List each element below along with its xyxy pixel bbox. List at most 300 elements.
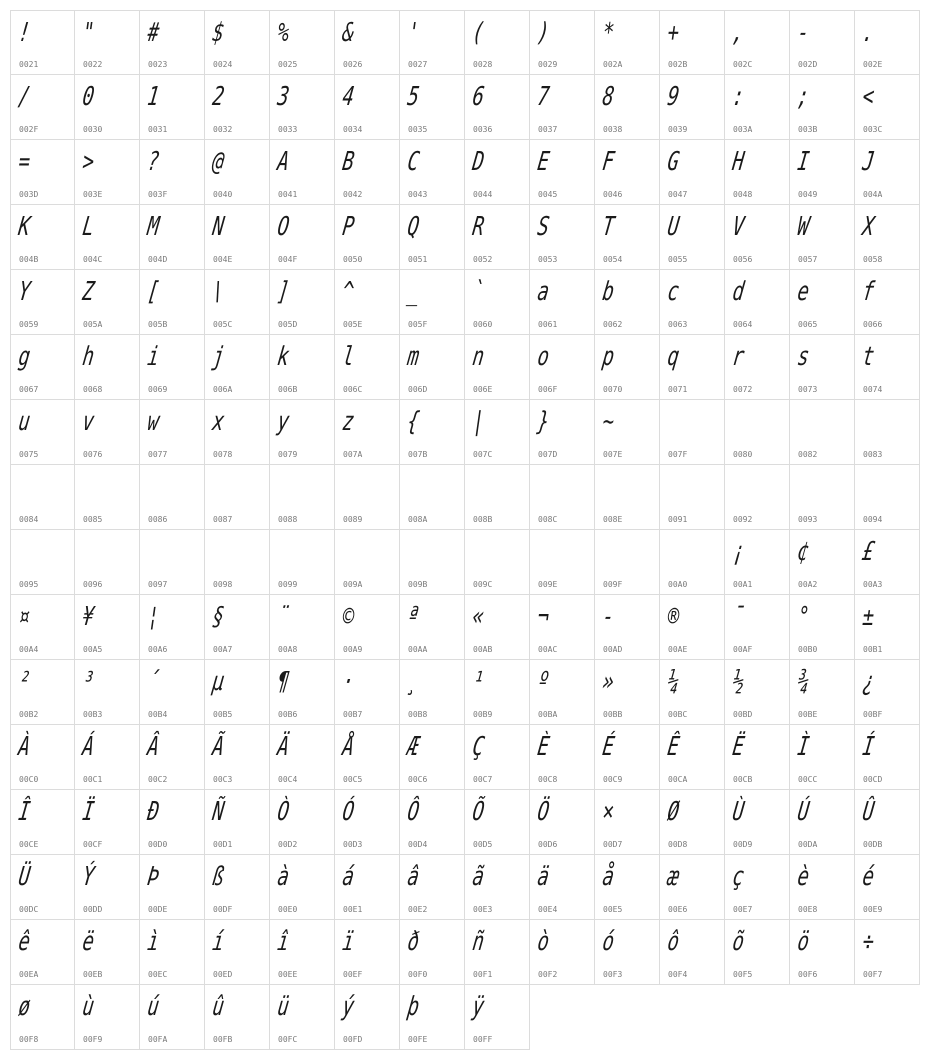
glyph-cell: [205, 205, 270, 270]
glyph-codepoint-label: 00E3: [473, 905, 493, 914]
glyph-character: Ò: [275, 797, 292, 827]
glyph-cell: [140, 660, 205, 725]
glyph-codepoint-label: 0054: [603, 255, 623, 264]
glyph-character: x: [210, 407, 227, 437]
glyph-character: P: [340, 212, 357, 242]
glyph-character: N: [210, 212, 227, 242]
glyph-character: û: [210, 992, 227, 1022]
glyph-codepoint-label: 006E: [473, 385, 493, 394]
glyph-codepoint-label: 0097: [148, 580, 168, 589]
glyph-codepoint-label: 0099: [278, 580, 298, 589]
glyph-cell: [595, 10, 660, 75]
glyph-character: o: [535, 342, 552, 372]
glyph-cell: [660, 270, 725, 335]
glyph-codepoint-label: 00AA: [408, 645, 428, 654]
glyph-cell: [465, 465, 530, 530]
glyph-cell: [660, 595, 725, 660]
glyph-character: a: [535, 277, 552, 307]
glyph-character: ,: [730, 18, 747, 48]
glyph-cell: [140, 530, 205, 595]
glyph-codepoint-label: 002D: [798, 60, 818, 69]
glyph-cell: [855, 530, 920, 595]
glyph-codepoint-label: 009C: [473, 580, 493, 589]
glyph-cell: [400, 920, 465, 985]
glyph-cell: [205, 10, 270, 75]
glyph-cell: [75, 140, 140, 205]
glyph-character: ´: [145, 667, 162, 697]
glyph-cell: [10, 985, 75, 1050]
glyph-cell: [140, 400, 205, 465]
glyph-cell: [530, 790, 595, 855]
glyph-character: l: [340, 342, 357, 372]
glyph-codepoint-label: 0021: [19, 60, 39, 69]
glyph-cell: [595, 465, 660, 530]
glyph-cell: [790, 140, 855, 205]
glyph-character: r: [730, 342, 747, 372]
glyph-cell: [140, 270, 205, 335]
glyph-cell: [530, 270, 595, 335]
glyph-character: æ: [665, 862, 682, 892]
glyph-character: 4: [340, 82, 357, 112]
glyph-character: Z: [80, 277, 97, 307]
glyph-cell: [10, 10, 75, 75]
glyph-codepoint-label: 00D0: [148, 840, 168, 849]
glyph-character: Ø: [665, 797, 682, 827]
glyph-character: c: [665, 277, 682, 307]
glyph-codepoint-label: 009A: [343, 580, 363, 589]
glyph-cell: [140, 595, 205, 660]
glyph-codepoint-label: 00BF: [863, 710, 883, 719]
glyph-codepoint-label: 00DD: [83, 905, 103, 914]
glyph-character: [: [145, 277, 162, 307]
glyph-character: Á: [80, 732, 97, 762]
glyph-cell: [205, 855, 270, 920]
glyph-character: ): [535, 18, 552, 48]
glyph-codepoint-label: 002B: [668, 60, 688, 69]
glyph-cell: [140, 920, 205, 985]
glyph-cell: [530, 725, 595, 790]
glyph-cell: [465, 270, 530, 335]
glyph-cell: [855, 725, 920, 790]
glyph-character: |: [470, 407, 487, 437]
glyph-character: å: [600, 862, 617, 892]
glyph-character: Õ: [470, 797, 487, 827]
glyph-codepoint-label: 00FF: [473, 1035, 493, 1044]
glyph-character: ¶: [275, 667, 292, 697]
glyph-cell: [75, 595, 140, 660]
glyph-cell: [725, 400, 790, 465]
glyph-character: s: [795, 342, 812, 372]
glyph-cell: [400, 660, 465, 725]
glyph-cell: [270, 335, 335, 400]
glyph-cell: [595, 530, 660, 595]
glyph-character: b: [600, 277, 617, 307]
glyph-codepoint-label: 0058: [863, 255, 883, 264]
glyph-cell: [140, 725, 205, 790]
glyph-codepoint-label: 003A: [733, 125, 753, 134]
glyph-codepoint-label: 00A9: [343, 645, 363, 654]
glyph-cell: [10, 205, 75, 270]
glyph-cell: [465, 335, 530, 400]
glyph-codepoint-label: 0037: [538, 125, 558, 134]
glyph-codepoint-label: 002E: [863, 60, 883, 69]
glyph-character: q: [665, 342, 682, 372]
glyph-cell: [465, 660, 530, 725]
glyph-character: *: [600, 18, 617, 48]
glyph-codepoint-label: 00EE: [278, 970, 298, 979]
glyph-cell: [335, 595, 400, 660]
glyph-cell: [400, 75, 465, 140]
glyph-character: 3: [275, 82, 292, 112]
glyph-cell: [855, 465, 920, 530]
glyph-cell: [595, 790, 660, 855]
glyph-cell: [75, 75, 140, 140]
glyph-cell: [270, 660, 335, 725]
glyph-character: U: [665, 212, 682, 242]
glyph-codepoint-label: 00C3: [213, 775, 233, 784]
glyph-character: î: [275, 927, 292, 957]
glyph-character: Ð: [145, 797, 162, 827]
glyph-cell: [205, 400, 270, 465]
glyph-character: â: [405, 862, 422, 892]
glyph-codepoint-label: 008B: [473, 515, 493, 524]
glyph-cell: [725, 595, 790, 660]
glyph-codepoint-label: 00EF: [343, 970, 363, 979]
glyph-codepoint-label: 00FC: [278, 1035, 298, 1044]
glyph-character: ^: [340, 277, 357, 307]
glyph-codepoint-label: 00F0: [408, 970, 428, 979]
glyph-cell: [400, 725, 465, 790]
glyph-cell: [10, 790, 75, 855]
glyph-codepoint-label: 0072: [733, 385, 753, 394]
glyph-codepoint-label: 00DC: [19, 905, 39, 914]
glyph-character: ?: [145, 147, 162, 177]
glyph-cell: [530, 920, 595, 985]
glyph-cell: [725, 920, 790, 985]
glyph-character: Ó: [340, 797, 357, 827]
glyph-character: e: [795, 277, 812, 307]
glyph-codepoint-label: 008C: [538, 515, 558, 524]
glyph-cell: [725, 140, 790, 205]
glyph-codepoint-label: 005A: [83, 320, 103, 329]
glyph-codepoint-label: 0059: [19, 320, 39, 329]
glyph-codepoint-label: 0067: [19, 385, 39, 394]
glyph-codepoint-label: 0026: [343, 60, 363, 69]
glyph-cell: [530, 205, 595, 270]
glyph-character: {: [405, 407, 422, 437]
glyph-codepoint-label: 008A: [408, 515, 428, 524]
glyph-codepoint-label: 0057: [798, 255, 818, 264]
glyph-cell: [790, 465, 855, 530]
glyph-codepoint-label: 00D4: [408, 840, 428, 849]
glyph-cell: [10, 465, 75, 530]
glyph-character: ÿ: [470, 992, 487, 1022]
glyph-cell: [205, 595, 270, 660]
glyph-codepoint-label: 0065: [798, 320, 818, 329]
glyph-codepoint-label: 0030: [83, 125, 103, 134]
glyph-codepoint-label: 0043: [408, 190, 428, 199]
glyph-codepoint-label: 00CD: [863, 775, 883, 784]
glyph-cell: [855, 10, 920, 75]
glyph-cell: [205, 335, 270, 400]
glyph-character: «: [470, 602, 487, 632]
glyph-codepoint-label: 0082: [798, 450, 818, 459]
glyph-codepoint-label: 0064: [733, 320, 753, 329]
glyph-character: ¯: [730, 602, 747, 632]
glyph-cell: [725, 530, 790, 595]
glyph-codepoint-label: 00FE: [408, 1035, 428, 1044]
glyph-character: ¡: [730, 537, 747, 567]
glyph-cell: [595, 595, 660, 660]
glyph-cell: [855, 75, 920, 140]
glyph-cell: [790, 335, 855, 400]
glyph-character: Û: [860, 797, 877, 827]
glyph-character: g: [16, 342, 33, 372]
glyph-character: -: [600, 602, 617, 632]
glyph-character: i: [145, 342, 162, 372]
glyph-character: _: [405, 277, 422, 307]
glyph-codepoint-label: 00A5: [83, 645, 103, 654]
glyph-character: z: [340, 407, 357, 437]
glyph-character: <: [860, 82, 877, 112]
glyph-codepoint-label: 007E: [603, 450, 623, 459]
glyph-cell: [725, 270, 790, 335]
glyph-cell: [465, 920, 530, 985]
glyph-codepoint-label: 00CA: [668, 775, 688, 784]
glyph-character: 5: [405, 82, 422, 112]
glyph-codepoint-label: 0041: [278, 190, 298, 199]
glyph-codepoint-label: 0051: [408, 255, 428, 264]
glyph-character: 8: [600, 82, 617, 112]
glyph-character: Ï: [80, 797, 97, 827]
glyph-cell: [725, 10, 790, 75]
glyph-cell: [855, 595, 920, 660]
glyph-character: í: [210, 927, 227, 957]
glyph-character: þ: [405, 992, 422, 1022]
glyph-character: ©: [340, 602, 357, 632]
glyph-character: ô: [665, 927, 682, 957]
glyph-cell: [270, 530, 335, 595]
glyph-cell: [465, 75, 530, 140]
glyph-cell: [660, 335, 725, 400]
glyph-cell: [530, 595, 595, 660]
glyph-character: :: [730, 82, 747, 112]
glyph-cell: [465, 140, 530, 205]
glyph-codepoint-label: 0085: [83, 515, 103, 524]
glyph-cell: [205, 660, 270, 725]
glyph-codepoint-label: 00C6: [408, 775, 428, 784]
glyph-codepoint-label: 005C: [213, 320, 233, 329]
glyph-codepoint-label: 0088: [278, 515, 298, 524]
glyph-cell: [790, 595, 855, 660]
glyph-character: >: [80, 147, 97, 177]
glyph-codepoint-label: 0061: [538, 320, 558, 329]
glyph-character: W: [795, 212, 812, 242]
glyph-cell: [790, 75, 855, 140]
glyph-codepoint-label: 0070: [603, 385, 623, 394]
glyph-cell: [270, 790, 335, 855]
glyph-cell: [10, 270, 75, 335]
glyph-codepoint-label: 004C: [83, 255, 103, 264]
glyph-cell: [660, 790, 725, 855]
glyph-character: õ: [730, 927, 747, 957]
glyph-codepoint-label: 005B: [148, 320, 168, 329]
glyph-cell: [855, 140, 920, 205]
glyph-cell: [400, 335, 465, 400]
glyph-codepoint-label: 0045: [538, 190, 558, 199]
glyph-cell: [10, 595, 75, 660]
glyph-codepoint-label: 0062: [603, 320, 623, 329]
glyph-codepoint-label: 00D7: [603, 840, 623, 849]
glyph-cell: [335, 205, 400, 270]
glyph-cell: [335, 530, 400, 595]
glyph-cell: [270, 920, 335, 985]
glyph-codepoint-label: 00E8: [798, 905, 818, 914]
glyph-cell: [465, 205, 530, 270]
glyph-codepoint-label: 0092: [733, 515, 753, 524]
glyph-codepoint-label: 0044: [473, 190, 493, 199]
glyph-codepoint-label: 009B: [408, 580, 428, 589]
glyph-codepoint-label: 007B: [408, 450, 428, 459]
glyph-character: ;: [795, 82, 812, 112]
glyph-codepoint-label: 00E9: [863, 905, 883, 914]
glyph-codepoint-label: 00A1: [733, 580, 753, 589]
glyph-codepoint-label: 008E: [603, 515, 623, 524]
glyph-codepoint-label: 00CC: [798, 775, 818, 784]
glyph-character: ¥: [80, 602, 97, 632]
glyph-codepoint-label: 0053: [538, 255, 558, 264]
glyph-cell: [335, 725, 400, 790]
glyph-cell: [10, 660, 75, 725]
glyph-cell: [530, 10, 595, 75]
glyph-cell: [595, 920, 660, 985]
glyph-codepoint-label: 0093: [798, 515, 818, 524]
glyph-character: T: [600, 212, 617, 242]
glyph-codepoint-label: 0055: [668, 255, 688, 264]
glyph-character: A: [275, 147, 292, 177]
glyph-character: F: [600, 147, 617, 177]
glyph-cell: [10, 920, 75, 985]
glyph-codepoint-label: 007C: [473, 450, 493, 459]
glyph-codepoint-label: 0042: [343, 190, 363, 199]
glyph-codepoint-label: 0039: [668, 125, 688, 134]
glyph-character: Â: [145, 732, 162, 762]
glyph-cell: [465, 790, 530, 855]
glyph-codepoint-label: 00B7: [343, 710, 363, 719]
glyph-codepoint-label: 0094: [863, 515, 883, 524]
glyph-cell: [400, 140, 465, 205]
glyph-character: ì: [145, 927, 162, 957]
glyph-character: (: [470, 18, 487, 48]
glyph-cell: [790, 205, 855, 270]
glyph-cell: [660, 660, 725, 725]
glyph-character: Ä: [275, 732, 292, 762]
glyph-codepoint-label: 0032: [213, 125, 233, 134]
glyph-codepoint-label: 00E1: [343, 905, 363, 914]
glyph-cell: [660, 920, 725, 985]
glyph-cell: [140, 790, 205, 855]
glyph-codepoint-label: 00B2: [19, 710, 39, 719]
glyph-codepoint-label: 00D5: [473, 840, 493, 849]
glyph-codepoint-label: 00E4: [538, 905, 558, 914]
glyph-cell: [140, 10, 205, 75]
glyph-codepoint-label: 0027: [408, 60, 428, 69]
glyph-cell: [335, 140, 400, 205]
glyph-codepoint-label: 0075: [19, 450, 39, 459]
glyph-cell: [335, 400, 400, 465]
glyph-codepoint-label: 006A: [213, 385, 233, 394]
glyph-cell: [530, 530, 595, 595]
glyph-cell: [205, 985, 270, 1050]
glyph-codepoint-label: 0069: [148, 385, 168, 394]
glyph-character: à: [275, 862, 292, 892]
glyph-cell: [140, 465, 205, 530]
glyph-codepoint-label: 00CE: [19, 840, 39, 849]
glyph-character: 7: [535, 82, 552, 112]
glyph-cell: [75, 335, 140, 400]
glyph-cell: [530, 400, 595, 465]
glyph-cell: [595, 855, 660, 920]
glyph-codepoint-label: 00D1: [213, 840, 233, 849]
glyph-codepoint-label: 004B: [19, 255, 39, 264]
glyph-character: Æ: [405, 732, 422, 762]
glyph-cell: [205, 140, 270, 205]
glyph-codepoint-label: 00DF: [213, 905, 233, 914]
glyph-cell: [725, 335, 790, 400]
glyph-codepoint-label: 00E5: [603, 905, 623, 914]
glyph-character: G: [665, 147, 682, 177]
glyph-character: \: [210, 277, 227, 307]
glyph-character: ë: [80, 927, 97, 957]
glyph-character: ®: [665, 602, 682, 632]
glyph-codepoint-label: 0047: [668, 190, 688, 199]
glyph-character: Ö: [535, 797, 552, 827]
glyph-codepoint-label: 006C: [343, 385, 363, 394]
glyph-codepoint-label: 00FB: [213, 1035, 233, 1044]
glyph-character: È: [535, 732, 552, 762]
glyph-character: Ì: [795, 732, 812, 762]
glyph-cell: [530, 140, 595, 205]
glyph-codepoint-label: 00C2: [148, 775, 168, 784]
glyph-character: ¦: [145, 602, 162, 632]
glyph-cell: [75, 400, 140, 465]
glyph-codepoint-label: 00BD: [733, 710, 753, 719]
glyph-character: Î: [16, 797, 33, 827]
glyph-cell: [855, 270, 920, 335]
glyph-codepoint-label: 00A6: [148, 645, 168, 654]
glyph-character: ï: [340, 927, 357, 957]
glyph-character: ¨: [275, 602, 292, 632]
glyph-cell: [335, 920, 400, 985]
glyph-character: ü: [275, 992, 292, 1022]
glyph-cell: [400, 530, 465, 595]
glyph-character: %: [275, 18, 292, 48]
glyph-codepoint-label: 00BC: [668, 710, 688, 719]
glyph-character: ¢: [795, 537, 812, 567]
glyph-codepoint-label: 00D8: [668, 840, 688, 849]
glyph-codepoint-label: 004E: [213, 255, 233, 264]
glyph-cell: [335, 75, 400, 140]
glyph-codepoint-label: 0066: [863, 320, 883, 329]
glyph-codepoint-label: 0031: [148, 125, 168, 134]
glyph-cell: [270, 10, 335, 75]
glyph-cell: [140, 140, 205, 205]
glyph-codepoint-label: 00D6: [538, 840, 558, 849]
glyph-cell: [855, 335, 920, 400]
glyph-character: µ: [210, 667, 227, 697]
glyph-character: v: [80, 407, 97, 437]
glyph-codepoint-label: 00C9: [603, 775, 623, 784]
